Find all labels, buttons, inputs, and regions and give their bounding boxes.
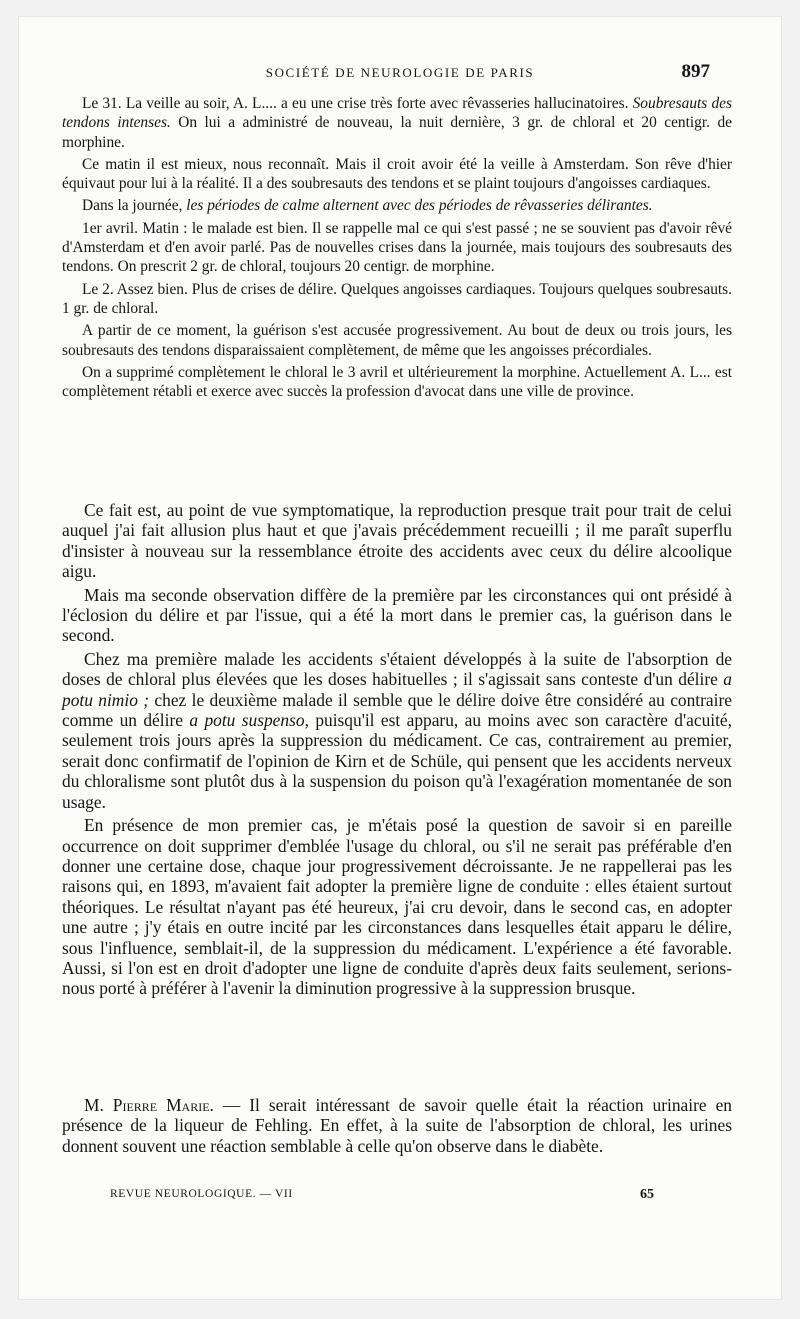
discussion-paragraph <box>62 1095 732 1156</box>
case-notes <box>62 94 732 404</box>
body-paragraph: En présence de mon premier cas, je m'étais posé la question de savoir si en pareille occurrence on doit supprimer d'emblée l'usage du chloral, ou s'il ne serait pas préférable d'en donner une certaine dose, chaque jour progressivement décroissante. Je ne rappellerai pas les raisons qui, en 1893, m'avaient fait adopter la première ligne de conduite : elles étaient surtout théoriques. Le résultat n'ayant pas été heureux, j'ai cru devoir, dans le second cas, en adopter une autre ; j'y étais en outre incité par les circonstances dans lesquelles était apparu le délire, sous l'influence, semblait-il, de la suppression du médicament. L'expérience a été favorable. Aussi, si l'on est en droit d'adopter une ligne de conduite d'après deux faits seulement, serions-nous porté à préférer à l'avenir la diminution progressive à la suppression brusque. <box>62 815 732 999</box>
scanned-page <box>18 16 782 1300</box>
main-text <box>62 500 732 1002</box>
body-paragraph: Ce fait est, au point de vue symptomatique, la reproduction presque trait pour trait de celui auquel j'ai fait allusion plus haut et que j'avais précédemment recueilli ; il me paraît superflu d'insister à nouveau sur la ressemblance étroite des accidents avec ceux du délire alcoolique aigu. <box>62 500 732 582</box>
body-paragraph <box>62 649 732 812</box>
case-note-italic: Soubresauts des tendons intenses. <box>62 95 732 132</box>
case-note-paragraph <box>62 196 732 215</box>
case-note-paragraph <box>62 94 732 152</box>
case-note-paragraph: A partir de ce moment, la guérison s'est accusée progressivement. Au bout de deux ou trois jours, les soubresauts des tendons disparaissaient complètement, de même que les angoisses précordiales. <box>62 322 732 359</box>
page-footer <box>18 1188 782 1206</box>
case-note-paragraph: 1er avril. Matin : le malade est bien. Il se rappelle mal ce qui s'est passé ; ne se souvient pas d'avoir rêvé d'Amsterdam et d'en avoir parlé. Pas de nouvelles crises dans la journée, mais toujours des soubresauts des tendons. On prescrit 2 gr. de chloral, toujours 20 centigr. de morphine. <box>62 219 732 276</box>
body-text: Chez ma première malade les accidents s'étaient développés à la suite de l'absorption de doses de chloral plus élevées que les doses habituelles ; il s'agissait sans conteste d'un délire <box>62 648 732 690</box>
latin-phrase: a potu suspenso, <box>189 710 309 731</box>
running-title: SOCIÉTÉ DE NEUROLOGIE DE PARIS <box>265 65 535 80</box>
case-note-paragraph: On a supprimé complètement le chloral le 3 avril et ultérieurement la morphine. Actuellement A. L... est complètement rétabli et exerce avec succès la profession d'avocat dans une ville de province. <box>62 363 732 401</box>
page-number: 897 <box>681 61 710 82</box>
running-head <box>18 61 782 85</box>
speaker-name: M. Pierre Marie. <box>84 1095 214 1115</box>
case-note-paragraph: Ce matin il est mieux, nous reconnaît. Mais il croit avoir été la veille à Amsterdam. Son rêve d'hier équivaut pour lui à la réalité. Il a des soubresauts des tendons et se plaint toujours d'angoisses cardiaques. <box>62 155 732 193</box>
journal-signature: REVUE NEUROLOGIQUE. — VII <box>110 1188 293 1200</box>
case-note-text: Le 31. La veille au soir, A. L.... a eu une crise très forte avec rêvasseries hallucinatoires. <box>82 95 629 112</box>
body-text: puisqu'il est apparu, au moins avec son caractère d'acuité, seulement trois jours après la suppression du médicament. Ce cas, contrairement au premier, serait donc confirmatif de l'opinion de Kirn et de Schüle, qui pensent que les accidents nerveux du chloralisme sont plutôt dus à la suspension du poison qu'à l'exagération momentanée de son usage. <box>62 710 732 812</box>
discussion <box>62 1095 732 1156</box>
sheet-number: 65 <box>640 1187 654 1202</box>
case-note-text: On lui a administré de nouveau, la nuit dernière, 3 gr. de chloral et 20 centigr. de morphine. <box>62 114 732 151</box>
discussion-text: — Il serait intéressant de savoir quelle était la réaction urinaire en présence de la liqueur de Fehling. En effet, à la suite de l'absorption de chloral, les urines donnent souvent une réaction semblable à celle qu'on observe dans le diabète. <box>62 1095 732 1156</box>
case-note-italic: les périodes de calme alternent avec des périodes de rêvasseries délirantes. <box>186 197 653 215</box>
case-note-paragraph: Le 2. Assez bien. Plus de crises de délire. Quelques angoisses cardiaques. Toujours quelques soubresauts. 1 gr. de chloral. <box>62 280 732 317</box>
case-note-text: Dans la journée, <box>82 197 187 215</box>
latin-phrase: a potu nimio ; <box>62 669 732 710</box>
body-text: chez le deuxième malade il semble que le délire doive être considéré au contraire comme un délire <box>62 689 732 731</box>
body-paragraph: Mais ma seconde observation diffère de la première par les circonstances qui ont présidé à l'éclosion du délire et par l'issue, qui a été la mort dans le premier cas, la guérison dans le second. <box>62 584 732 646</box>
